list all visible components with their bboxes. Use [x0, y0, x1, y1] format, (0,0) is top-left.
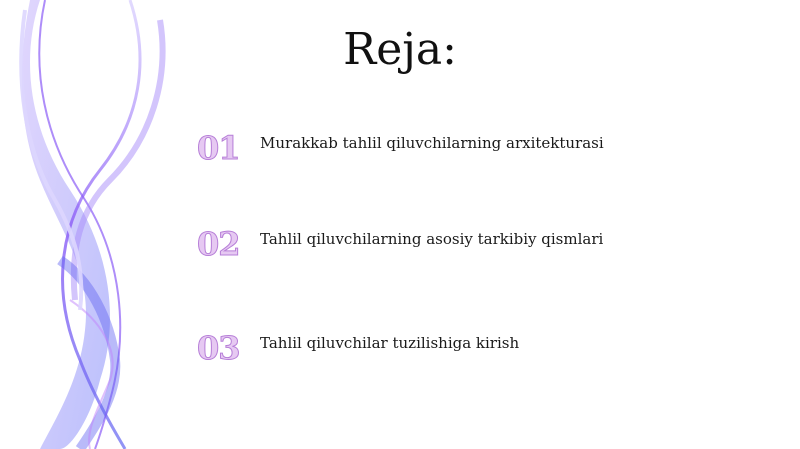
agenda-number-2: 02: [197, 225, 240, 263]
agenda-item-3: [197, 326, 757, 370]
agenda-item-2: [197, 222, 757, 266]
agenda-label-2: Tahlil qiluvchilarning asosiy tarkibiy qismlari: [260, 230, 604, 248]
slide-title: Reja:: [343, 24, 457, 75]
agenda-label-3: Tahlil qiluvchilar tuzilishiga kirish: [260, 334, 520, 352]
agenda-number-1: 01: [197, 129, 240, 167]
smoke-ribbon-decoration: [0, 0, 200, 449]
agenda-label-1: Murakkab tahlil qiluvchilarning arxitekturasi: [260, 134, 604, 152]
agenda-number-3: 03: [197, 329, 240, 367]
agenda-item-1: [197, 126, 757, 170]
